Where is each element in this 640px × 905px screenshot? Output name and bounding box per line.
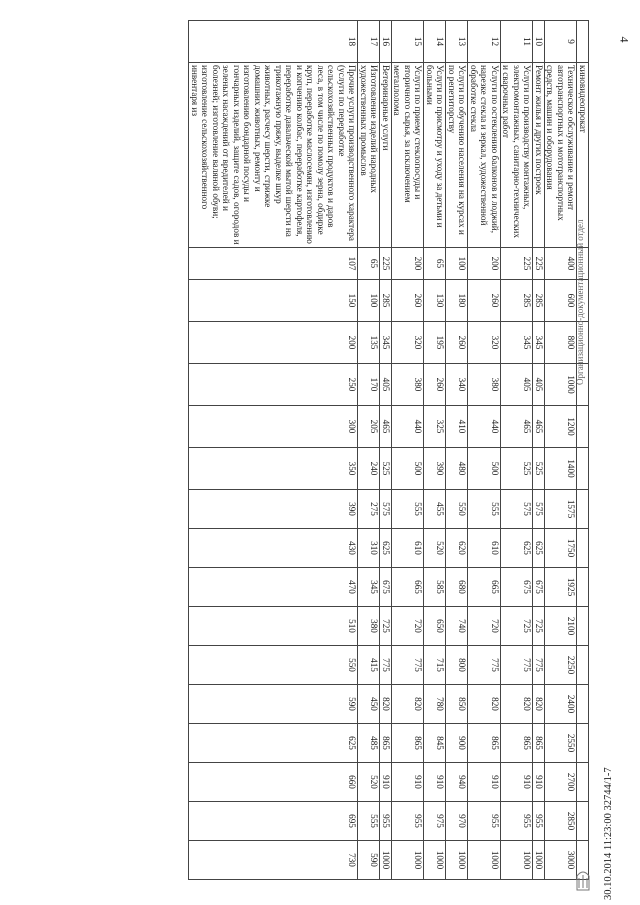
rate-cell: 250	[189, 364, 358, 406]
rate-cell	[577, 568, 589, 607]
rate-cell: 955	[468, 802, 501, 841]
rate-cell: 195	[424, 322, 446, 364]
rate-cell: 500	[392, 448, 425, 490]
rate-cell: 865	[533, 724, 545, 763]
rate-cell: 910	[424, 763, 446, 802]
rate-cell: 775	[380, 646, 392, 685]
rate-cell: 525	[533, 448, 545, 490]
rate-cell: 725	[380, 607, 392, 646]
table-row	[380, 21, 392, 880]
rate-cell: 955	[392, 802, 425, 841]
rate-cell: 1000	[392, 841, 425, 880]
rate-cell: 780	[424, 685, 446, 724]
department-stamp: Организационно-документационный отдел	[575, 219, 585, 385]
rate-cell: 225	[533, 248, 545, 280]
table-row	[358, 21, 380, 880]
row-number: 12	[468, 21, 501, 63]
rate-cell: 910	[392, 763, 425, 802]
rate-cell: 340	[446, 364, 468, 406]
rate-cell: 865	[468, 724, 501, 763]
row-number: 13	[446, 21, 468, 63]
rate-cell: 1000	[501, 841, 534, 880]
service-name: Изготовление изделий народных художественных промыслов	[358, 63, 380, 248]
service-name: Услуги по приему стеклопосуды и вторичного сырья, за исключением металлолома	[392, 63, 425, 248]
rate-cell: 575	[533, 490, 545, 529]
rates-table	[189, 20, 590, 880]
rate-cell: 625	[501, 529, 534, 568]
rate-cell: 310	[358, 529, 380, 568]
rate-cell: 820	[380, 685, 392, 724]
rate-cell: 1575	[545, 490, 578, 529]
service-name: Услуги по остеклению балконов и лоджий, нарезке стекла и зеркал, художественной обработке стекла	[468, 63, 501, 248]
rate-cell: 510	[189, 607, 358, 646]
rate-cell: 775	[392, 646, 425, 685]
rate-cell: 1000	[446, 841, 468, 880]
document-footer: 30.10.2014 11:23:00 32744/1-7	[603, 767, 614, 900]
service-name: Услуги по обучению населения на курсах и по репетиторству	[446, 63, 468, 248]
rate-cell: 400	[545, 248, 578, 280]
rate-cell: 625	[533, 529, 545, 568]
rate-cell	[577, 685, 589, 724]
row-number: 11	[501, 21, 534, 63]
rate-cell: 465	[380, 406, 392, 448]
rate-cell: 2550	[545, 724, 578, 763]
rate-cell: 865	[380, 724, 392, 763]
rate-cell: 975	[424, 802, 446, 841]
rate-cell	[577, 448, 589, 490]
rate-cell: 730	[189, 841, 358, 880]
rate-cell: 555	[392, 490, 425, 529]
rate-cell: 65	[424, 248, 446, 280]
rate-cell: 820	[468, 685, 501, 724]
rate-cell: 465	[501, 406, 534, 448]
rate-cell	[577, 490, 589, 529]
rate-cell: 325	[424, 406, 446, 448]
rate-cell: 405	[533, 364, 545, 406]
rate-cell: 720	[392, 607, 425, 646]
rate-cell: 180	[446, 280, 468, 322]
rate-cell: 955	[501, 802, 534, 841]
rate-cell: 500	[468, 448, 501, 490]
rate-cell: 200	[468, 248, 501, 280]
rate-cell: 200	[189, 322, 358, 364]
rate-cell: 575	[501, 490, 534, 529]
table-row	[533, 21, 545, 880]
rate-cell: 910	[468, 763, 501, 802]
rate-cell: 225	[380, 248, 392, 280]
rate-cell: 820	[392, 685, 425, 724]
rate-cell: 715	[424, 646, 446, 685]
service-name: Услуги по присмотру и уходу за детьми и больными	[424, 63, 446, 248]
rate-cell: 260	[446, 322, 468, 364]
rate-cell: 345	[533, 322, 545, 364]
table-row	[424, 21, 446, 880]
rate-cell: 485	[358, 724, 380, 763]
rate-cell: 440	[468, 406, 501, 448]
rate-cell: 240	[358, 448, 380, 490]
rate-cell: 625	[380, 529, 392, 568]
rate-cell: 775	[468, 646, 501, 685]
rate-cell: 2250	[545, 646, 578, 685]
rate-cell: 910	[380, 763, 392, 802]
rate-cell: 380	[468, 364, 501, 406]
rate-cell: 170	[358, 364, 380, 406]
rate-cell: 440	[392, 406, 425, 448]
row-number: 17	[358, 21, 380, 63]
rate-cell: 260	[392, 280, 425, 322]
rate-cell: 345	[358, 568, 380, 607]
rate-cell: 600	[545, 280, 578, 322]
row-number: 14	[424, 21, 446, 63]
rate-cell: 1925	[545, 568, 578, 607]
rate-cell: 900	[446, 724, 468, 763]
rate-cell: 205	[358, 406, 380, 448]
rate-cell: 415	[358, 646, 380, 685]
rate-cell: 520	[424, 529, 446, 568]
rate-cell: 610	[468, 529, 501, 568]
rate-cell: 130	[424, 280, 446, 322]
rate-cell: 520	[358, 763, 380, 802]
rate-cell: 740	[446, 607, 468, 646]
rate-cell: 695	[189, 802, 358, 841]
rate-cell: 525	[501, 448, 534, 490]
rate-cell: 470	[189, 568, 358, 607]
rate-cell: 320	[392, 322, 425, 364]
rate-cell: 720	[468, 607, 501, 646]
document-emblem-icon	[575, 866, 591, 892]
service-name: Услуги по производству монтажных, электромонтажных, санитарно-технических и сварочных работ	[501, 63, 534, 248]
rate-cell: 775	[501, 646, 534, 685]
rate-cell: 555	[468, 490, 501, 529]
rate-cell: 150	[189, 280, 358, 322]
rate-cell: 550	[446, 490, 468, 529]
rate-cell	[577, 529, 589, 568]
rate-cell: 260	[424, 364, 446, 406]
rate-cell: 285	[533, 280, 545, 322]
rate-cell: 725	[501, 607, 534, 646]
rate-cell: 450	[358, 685, 380, 724]
rate-cell: 555	[358, 802, 380, 841]
rate-cell: 910	[533, 763, 545, 802]
rate-cell: 955	[533, 802, 545, 841]
rate-cell: 590	[358, 841, 380, 880]
table-row	[577, 21, 589, 880]
row-number: 16	[380, 21, 392, 63]
row-number: 18	[189, 21, 358, 63]
rate-cell: 1750	[545, 529, 578, 568]
rate-cell: 2700	[545, 763, 578, 802]
row-number	[577, 21, 589, 63]
rate-cell: 955	[380, 802, 392, 841]
rate-cell: 800	[545, 322, 578, 364]
service-name: Ремонт жилья и других построек	[533, 63, 545, 248]
rate-cell: 1000	[545, 364, 578, 406]
rate-cell: 725	[533, 607, 545, 646]
service-name: киновидеопрокат	[577, 63, 589, 248]
rate-cell: 665	[392, 568, 425, 607]
rate-cell: 100	[358, 280, 380, 322]
rate-cell: 285	[380, 280, 392, 322]
rate-cell: 820	[501, 685, 534, 724]
rate-cell: 285	[501, 280, 534, 322]
rate-cell: 100	[446, 248, 468, 280]
rate-cell: 1000	[468, 841, 501, 880]
rate-cell: 585	[424, 568, 446, 607]
rate-cell: 410	[446, 406, 468, 448]
rate-cell: 610	[392, 529, 425, 568]
rate-cell	[577, 763, 589, 802]
rate-cell: 620	[446, 529, 468, 568]
rate-cell: 660	[189, 763, 358, 802]
rate-cell: 390	[189, 490, 358, 529]
rate-cell: 675	[533, 568, 545, 607]
table-row	[545, 21, 578, 880]
rate-cell: 135	[358, 322, 380, 364]
rate-cell: 380	[392, 364, 425, 406]
rate-cell: 1000	[380, 841, 392, 880]
service-name: Техническое обслуживание и ремонт автотранспортных и мототранспортных средств, машин и оборудования	[545, 63, 578, 248]
row-number: 15	[392, 21, 425, 63]
rate-cell: 2400	[545, 685, 578, 724]
rate-cell: 405	[380, 364, 392, 406]
page-number: 4	[617, 36, 632, 43]
rate-cell: 525	[380, 448, 392, 490]
rate-cell: 680	[446, 568, 468, 607]
rate-cell: 350	[189, 448, 358, 490]
rate-cell	[577, 607, 589, 646]
rate-cell: 3000	[545, 841, 578, 880]
rate-cell: 107	[189, 248, 358, 280]
rate-cell: 775	[533, 646, 545, 685]
rate-cell: 865	[501, 724, 534, 763]
rate-cell: 940	[446, 763, 468, 802]
rate-cell: 405	[501, 364, 534, 406]
rate-cell	[577, 646, 589, 685]
rate-cell: 845	[424, 724, 446, 763]
table-row	[501, 21, 534, 880]
rate-cell: 480	[446, 448, 468, 490]
rate-cell: 625	[189, 724, 358, 763]
rate-cell: 575	[380, 490, 392, 529]
rate-cell: 865	[392, 724, 425, 763]
rate-cell	[577, 802, 589, 841]
rate-cell: 1200	[545, 406, 578, 448]
rate-cell	[577, 406, 589, 448]
row-number: 10	[533, 21, 545, 63]
rate-cell: 455	[424, 490, 446, 529]
service-name: Прочие услуги производственного характера (услуги по переработке сельскохозяйственных продуктов и даров леса, в том числе по помолу зерна, обдирке круп, переработке маслосемян, изготовлению и копчению колбас, переработке картофеля, переработке давальческой мытой шерсти на трикотажную пряжу, выделке шкур животных, расчесу шерсти, стрижке домашних животных, ремонту и изготовлению бондарной посуды и гончарных изделий, защите садов, огородов и зеленых насаждений от вредителей и болезней; изготовление валяной обуви; изготовление сельскохозяйственного инвентаря из	[189, 63, 358, 248]
table-row	[468, 21, 501, 880]
service-name: Ветеринарные услуги	[380, 63, 392, 248]
rate-cell: 675	[501, 568, 534, 607]
rate-cell: 320	[468, 322, 501, 364]
rate-cell: 345	[380, 322, 392, 364]
rate-cell: 465	[533, 406, 545, 448]
rate-cell: 590	[189, 685, 358, 724]
rate-cell: 200	[392, 248, 425, 280]
rate-cell: 1000	[424, 841, 446, 880]
rotated-table-wrapper	[29, 20, 589, 880]
rate-cell: 800	[446, 646, 468, 685]
rate-cell: 345	[501, 322, 534, 364]
rate-cell: 65	[358, 248, 380, 280]
rate-cell: 1400	[545, 448, 578, 490]
rate-cell	[577, 724, 589, 763]
rate-cell: 970	[446, 802, 468, 841]
table-row	[446, 21, 468, 880]
rate-cell: 675	[380, 568, 392, 607]
table-row	[189, 21, 358, 880]
table-row	[392, 21, 425, 880]
rate-cell: 275	[358, 490, 380, 529]
rate-cell: 300	[189, 406, 358, 448]
rate-cell: 820	[533, 685, 545, 724]
rate-cell: 650	[424, 607, 446, 646]
rate-cell: 910	[501, 763, 534, 802]
rate-cell: 1000	[533, 841, 545, 880]
rate-cell: 225	[501, 248, 534, 280]
rate-cell: 2100	[545, 607, 578, 646]
row-number: 9	[545, 21, 578, 63]
rate-cell: 550	[189, 646, 358, 685]
rate-cell: 430	[189, 529, 358, 568]
rate-cell: 390	[424, 448, 446, 490]
rate-cell: 2850	[545, 802, 578, 841]
rate-cell: 850	[446, 685, 468, 724]
rate-cell: 380	[358, 607, 380, 646]
rate-cell: 260	[468, 280, 501, 322]
rate-cell: 665	[468, 568, 501, 607]
